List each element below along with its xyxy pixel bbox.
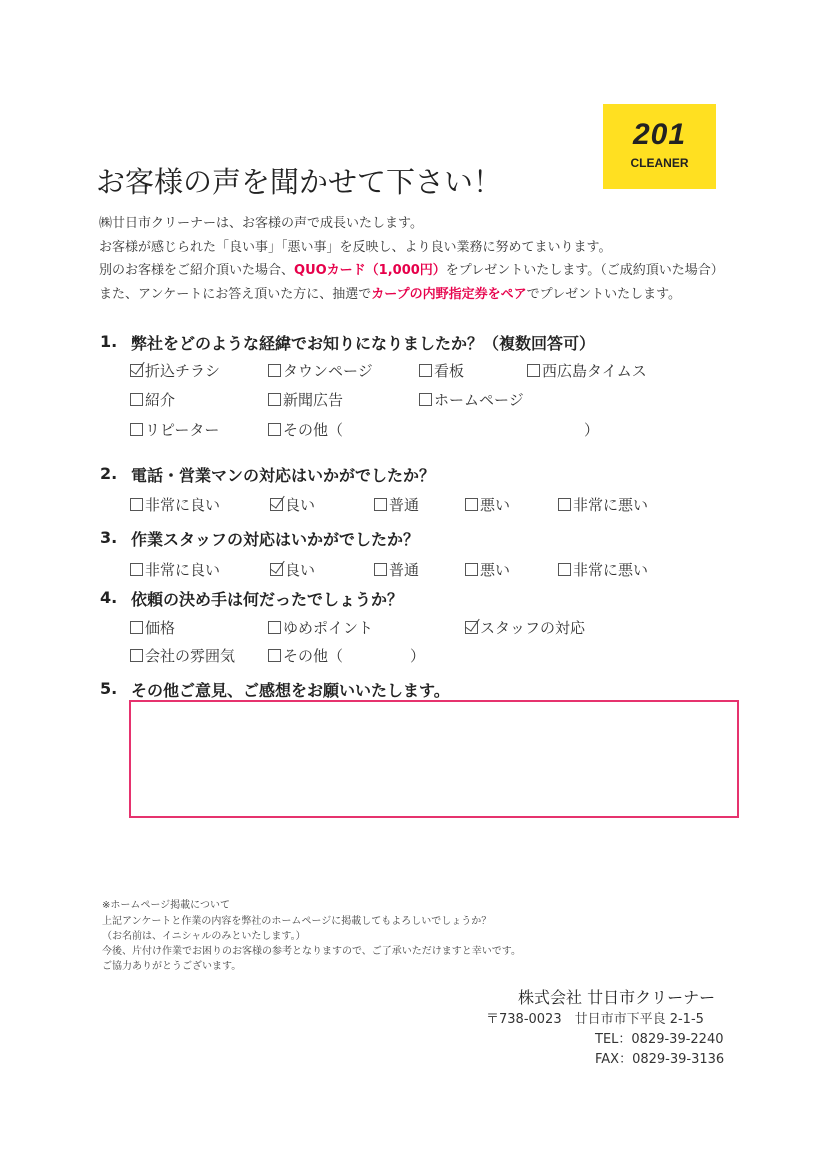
- logo-number: 201: [632, 118, 687, 151]
- q3-option-very-bad[interactable]: [558, 559, 648, 580]
- intro-line-4: [99, 283, 681, 302]
- q1-option-flyer[interactable]: [130, 360, 220, 381]
- q2-option-label: 非常に良い: [145, 496, 221, 514]
- carp-ticket-highlight: カープの内野指定券をペア: [371, 287, 527, 302]
- note-line-5: ご協力ありがとうございます。: [102, 961, 242, 972]
- q1-other-close-paren: ）: [584, 421, 600, 439]
- intro-line-4-pre: また、アンケートにお答え頂いた方に、抽選で: [99, 287, 372, 302]
- checkbox-checked-icon[interactable]: [130, 364, 143, 377]
- comment-textarea[interactable]: [129, 700, 739, 818]
- checkbox-icon[interactable]: [268, 621, 281, 634]
- q1-option-referral[interactable]: [130, 389, 175, 410]
- q1-option-townpage[interactable]: [268, 360, 373, 381]
- company-tel: TEL：0829-39-2240: [595, 1032, 724, 1047]
- checkbox-icon[interactable]: [130, 393, 143, 406]
- checkbox-icon[interactable]: [268, 364, 281, 377]
- checkbox-icon[interactable]: [465, 498, 478, 511]
- checkbox-icon[interactable]: [558, 563, 571, 576]
- q1-option-label: リピーター: [145, 421, 220, 439]
- q4-option-staff[interactable]: [465, 617, 585, 638]
- checkbox-icon[interactable]: [268, 393, 281, 406]
- q3-option-label: 悪い: [480, 561, 511, 579]
- q3-option-label: 非常に良い: [145, 561, 221, 579]
- checkbox-icon[interactable]: [130, 498, 143, 511]
- intro-line-3-post: をプレゼントいたします。（ご成約頂いた場合）: [445, 263, 724, 278]
- q3-option-good[interactable]: [270, 559, 315, 580]
- q4-text: 依頼の決め手は何だったでしょうか？: [131, 590, 404, 609]
- q1-text: 弊社をどのような経緯でお知りになりましたか？（複数回答可）: [131, 334, 596, 353]
- q3-option-bad[interactable]: [465, 559, 510, 580]
- q4-option-price[interactable]: [130, 617, 175, 638]
- q4-option-other[interactable]: [268, 645, 343, 666]
- company-fax: FAX：0829-39-3136: [595, 1052, 725, 1067]
- checkbox-icon[interactable]: [558, 498, 571, 511]
- checkbox-checked-icon[interactable]: [465, 621, 478, 634]
- q1-option-repeater[interactable]: [130, 419, 219, 440]
- q4-option-label: 価格: [145, 619, 176, 637]
- intro-line-3-pre: 別のお客様をご紹介頂いた場合、: [99, 263, 295, 278]
- q2-option-very-good[interactable]: [130, 494, 220, 515]
- q3-option-very-good[interactable]: [130, 559, 220, 580]
- checkbox-icon[interactable]: [419, 393, 432, 406]
- q2-option-label: 悪い: [480, 496, 511, 514]
- q2-option-very-bad[interactable]: [558, 494, 648, 515]
- q5-text: その他ご意見、ご感想をお願いいたします。: [131, 681, 450, 700]
- q1-option-label: ホームページ: [434, 391, 524, 409]
- q4-option-label: ゆめポイント: [283, 619, 374, 637]
- q4-option-atmosphere[interactable]: [130, 645, 235, 666]
- q2-option-label: 普通: [389, 496, 420, 514]
- intro-line-4-post: でプレゼントいたします。: [526, 287, 682, 302]
- q1-option-label: 看板: [434, 362, 465, 380]
- q1-option-label: 折込チラシ: [145, 362, 221, 380]
- checkbox-icon[interactable]: [130, 649, 143, 662]
- checkbox-icon[interactable]: [419, 364, 432, 377]
- q1-option-label: その他（: [283, 421, 344, 439]
- q4-other-close-paren: ）: [410, 647, 426, 665]
- q2-option-label: 非常に悪い: [573, 496, 649, 514]
- logo-word: CLEANER: [630, 156, 689, 170]
- q3-text: 作業スタッフの対応はいかがでしたか？: [131, 530, 420, 549]
- q2-option-average[interactable]: [374, 494, 419, 515]
- q5-number: 5.: [100, 679, 118, 698]
- checkbox-checked-icon[interactable]: [270, 498, 283, 511]
- note-line-1: ※ホームページ掲載について: [102, 900, 230, 911]
- q1-option-label: 紹介: [145, 391, 176, 409]
- checkbox-icon[interactable]: [130, 423, 143, 436]
- intro-line-3: [99, 259, 724, 278]
- q1-number: 1.: [100, 332, 118, 351]
- checkbox-icon[interactable]: [527, 364, 540, 377]
- checkbox-icon[interactable]: [374, 563, 387, 576]
- q2-option-label: 良い: [285, 496, 316, 514]
- checkbox-icon[interactable]: [465, 563, 478, 576]
- q1-option-label: タウンページ: [283, 362, 373, 380]
- q1-option-newspaper[interactable]: [268, 389, 343, 410]
- q2-number: 2.: [100, 464, 118, 483]
- company-address: 〒738-0023 廿日市市下平良 2-1-5: [486, 1012, 704, 1027]
- q2-text: 電話・営業マンの対応はいかがでしたか？: [131, 466, 436, 485]
- checkbox-icon[interactable]: [130, 621, 143, 634]
- q3-option-label: 普通: [389, 561, 420, 579]
- company-logo: [603, 104, 716, 189]
- q1-option-label: 新聞広告: [283, 391, 344, 409]
- q3-option-label: 良い: [285, 561, 316, 579]
- q3-number: 3.: [100, 528, 118, 547]
- q4-option-label: その他（: [283, 647, 344, 665]
- company-name: 株式会社 廿日市クリーナー: [518, 988, 716, 1007]
- checkbox-icon[interactable]: [374, 498, 387, 511]
- note-line-3: （お名前は、イニシャルのみといたします。）: [102, 931, 306, 942]
- q4-number: 4.: [100, 588, 118, 607]
- q1-option-other[interactable]: [268, 419, 343, 440]
- q1-option-label: 西広島タイムス: [542, 362, 647, 380]
- checkbox-icon[interactable]: [268, 423, 281, 436]
- q2-option-bad[interactable]: [465, 494, 510, 515]
- q4-option-label: スタッフの対応: [480, 619, 586, 637]
- q3-option-average[interactable]: [374, 559, 419, 580]
- checkbox-checked-icon[interactable]: [270, 563, 283, 576]
- page-title: お客様の声を聞かせて下さい！: [96, 165, 503, 199]
- intro-line-2: お客様が感じられた「良い事」「悪い事」を反映し、より良い業務に努めてまいります。: [99, 240, 612, 255]
- q2-option-good[interactable]: [270, 494, 315, 515]
- quo-card-highlight: QUOカード（1,000円）: [294, 263, 446, 278]
- note-line-4: 今後、片付け作業でお困りのお客様の参考となりますので、ご了承いただけますと幸いです。: [102, 946, 521, 957]
- checkbox-icon[interactable]: [268, 649, 281, 662]
- q4-option-label: 会社の雰囲気: [145, 647, 236, 665]
- q1-option-signboard[interactable]: [419, 360, 464, 381]
- q3-option-label: 非常に悪い: [573, 561, 649, 579]
- q4-option-yume-point[interactable]: [268, 617, 373, 638]
- intro-line-1: ㈱廿日市クリーナーは、お客様の声で成長いたします。: [99, 216, 423, 231]
- q1-option-nishihiroshima-times[interactable]: [527, 360, 647, 381]
- note-line-2: 上記アンケートと作業の内容を弊社のホームページに掲載してもよろしいでしょうか？: [102, 916, 492, 927]
- checkbox-icon[interactable]: [130, 563, 143, 576]
- q1-option-homepage[interactable]: [419, 389, 524, 410]
